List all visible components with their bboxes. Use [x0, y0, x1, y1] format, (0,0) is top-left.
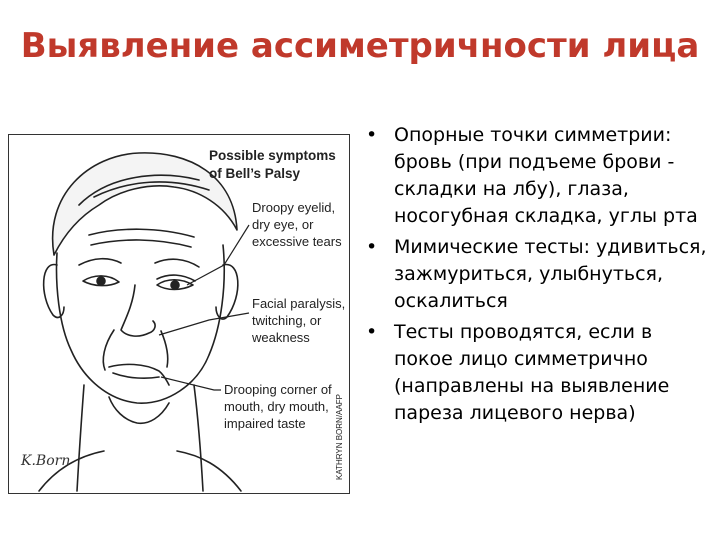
bullet-list [366, 122, 716, 431]
bullet-dot: • [366, 236, 378, 258]
figure-caption-title: Possible symptoms of Bell’s Palsy [209, 148, 336, 181]
artist-signature: K.Born [21, 453, 71, 469]
callout-paralysis: Facial paralysis, twitching, or weakness [252, 296, 346, 345]
callout-mouth: Drooping corner of mouth, dry mouth, impaired taste [224, 382, 332, 431]
bullet-text: Мимические тесты: удивиться, зажмуриться, улыбнуться, оскалиться [394, 236, 707, 312]
bullet-text: Тесты проводятся, если в покое лицо симметрично (направлены на выявление пареза лицевого нерва) [394, 321, 670, 424]
bullet-dot: • [366, 124, 378, 146]
illustration-credit: KATHRYN BORN/AAFP [335, 394, 344, 480]
bullet-item [366, 122, 716, 230]
bullet-dot: • [366, 321, 378, 343]
bullet-item [366, 234, 716, 315]
bells-palsy-illustration [8, 134, 350, 494]
bullet-item [366, 319, 716, 427]
callout-eyelid: Droopy eyelid, dry eye, or excessive tears [252, 200, 342, 249]
slide-title: Выявление ассиметричности лица [20, 26, 700, 66]
bullet-text: Опорные точки симметрии: бровь (при подъеме брови - складки на лбу), глаза, носогубная складка, углы рта [394, 124, 698, 227]
